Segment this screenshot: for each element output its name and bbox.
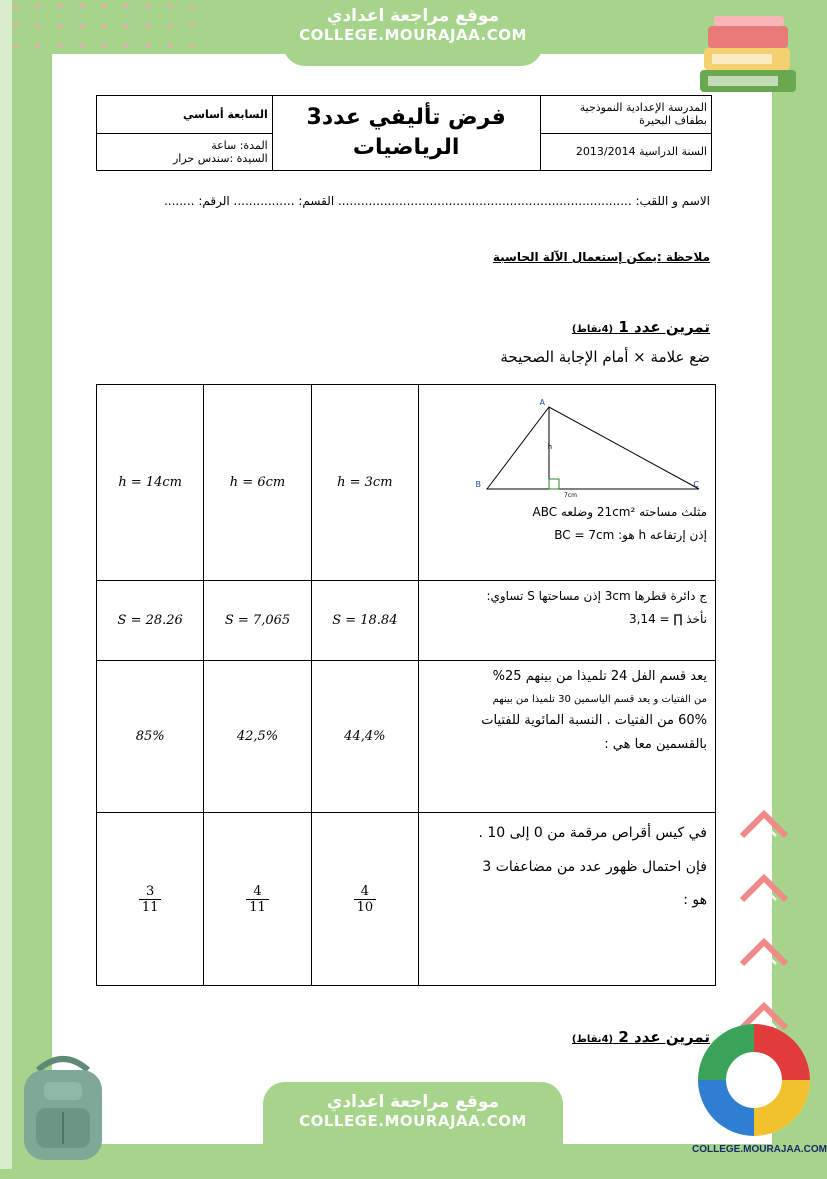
question-row [97, 813, 716, 986]
chevron-up-icon [736, 860, 792, 916]
site-name-arabic: موقع مراجعة اعدادي [326, 6, 500, 26]
choice-cell[interactable]: h = 6cm [204, 385, 311, 581]
vertex-label-top: A [539, 398, 545, 407]
exercise1-instruction: ضع علامة × أمام الإجابة الصحيحة [500, 348, 710, 366]
site-url[interactable]: COLLEGE.MOURAJAA.COM [299, 1112, 527, 1130]
question-cell: يعد قسم الفل 24 تلميذا من بينهم 25% من الفتيات و يعد قسم الياسمين 30 تلميذا من بينهم 60% من الفتيات . النسبة المائوية للفتيات بالقسمين معا هي : [419, 661, 716, 813]
question-cell: A B C h 7cm مثلث مساحته 21cm² وضلعه ABC إذن إرتفاعه h هو: BC = 7cm [419, 385, 716, 581]
header-table [96, 95, 712, 171]
grade-level: السابعة أساسي [97, 96, 273, 134]
exercise2-title: تمرين عدد 2 (4نقاط) [571, 1028, 710, 1046]
decorative-dot [14, 4, 18, 8]
choice-cell[interactable]: h = 14cm [97, 385, 204, 581]
choice-cell[interactable]: S = 18.84 [311, 581, 418, 661]
question-row [97, 581, 716, 661]
decorative-dot [146, 4, 150, 8]
vertex-label-left: B [475, 480, 481, 489]
calculator-note: ملاحظة :يمكن إستعمال الآلة الحاسبة [492, 250, 710, 264]
decorative-dot [80, 44, 84, 48]
choice-cell[interactable] [97, 813, 204, 986]
question-table [96, 384, 716, 986]
decorative-dot [58, 44, 62, 48]
choice-cell[interactable]: 44,4% [311, 661, 418, 813]
decorative-dot [190, 44, 194, 48]
choice-cell[interactable]: S = 7,065 [204, 581, 311, 661]
decorative-dot [102, 44, 106, 48]
decorative-dot [36, 4, 40, 8]
fraction: $\frac{4}{11}$ [246, 884, 269, 915]
decorative-dot [14, 44, 18, 48]
top-banner[interactable] [283, 0, 543, 66]
decorative-dot [168, 44, 172, 48]
question-row [97, 661, 716, 813]
choice-cell[interactable] [311, 813, 418, 986]
decorative-dot [146, 44, 150, 48]
site-name-arabic: موقع مراجعة اعدادي [326, 1092, 500, 1112]
base-label: 7cm [564, 492, 577, 499]
decorative-dot [80, 4, 84, 8]
decorative-dots [0, 0, 200, 50]
question-row [97, 385, 716, 581]
choice-cell[interactable] [204, 813, 311, 986]
chevron-up-icon [736, 796, 792, 852]
vertex-label-right: C [693, 480, 699, 489]
books-icon [694, 12, 800, 96]
bottom-banner[interactable] [263, 1082, 563, 1179]
decorative-dot [190, 24, 194, 28]
decorative-dot [58, 24, 62, 28]
decorative-dot [124, 4, 128, 8]
decorative-dot [146, 24, 150, 28]
question-cell: ج دائرة قطرها 3cm إذن مساحتها S تساوي: نأخذ ∏ = 3,14 [419, 581, 716, 661]
decorative-dot [14, 24, 18, 28]
left-light-strip [0, 0, 12, 1169]
decorative-dot [124, 24, 128, 28]
decorative-dot [124, 44, 128, 48]
decorative-dot [58, 4, 62, 8]
duration-teacher: المدة: ساعة السيدة :سندس حرار [97, 133, 273, 171]
decorative-dot [190, 4, 194, 8]
decorative-dot [36, 24, 40, 28]
choice-cell[interactable]: h = 3cm [311, 385, 418, 581]
site-url[interactable]: COLLEGE.MOURAJAA.COM [299, 26, 527, 44]
decorative-dot [102, 24, 106, 28]
college-logo-icon [694, 1020, 814, 1140]
backpack-icon [8, 1052, 118, 1164]
decorative-dot [102, 4, 106, 8]
student-info-line: الاسم و اللقب: ............................................................................. القسم: ................ الرقم: ........ [163, 194, 710, 208]
exercise1-title: تمرين عدد 1 (4نقاط) [571, 318, 710, 336]
triangle-figure [477, 393, 707, 497]
decorative-dot [168, 4, 172, 8]
school-year: السنة الدراسية 2013/2014 [540, 133, 711, 171]
school-name: المدرسة الإعدادية النموذجية بطفاف البحيرة [540, 96, 711, 134]
fraction: $\frac{3}{11}$ [139, 884, 162, 915]
fraction: $\frac{4}{10}$ [354, 884, 377, 915]
height-label: h [547, 443, 552, 451]
decorative-dot [80, 24, 84, 28]
exam-title: فرض تأليفي عدد3 الرياضيات [272, 96, 540, 171]
chevron-up-icon [736, 924, 792, 980]
logo-caption: COLLEGE.MOURAJAA.COM [692, 1144, 827, 1155]
decorative-dot [36, 44, 40, 48]
choice-cell[interactable]: 42,5% [204, 661, 311, 813]
decorative-dot [168, 24, 172, 28]
choice-cell[interactable]: S = 28.26 [97, 581, 204, 661]
choice-cell[interactable]: 85% [97, 661, 204, 813]
question-cell: في كيس أقراص مرقمة من 0 إلى 10 . فإن احتمال ظهور عدد من مضاعفات 3 هو : [419, 813, 716, 986]
